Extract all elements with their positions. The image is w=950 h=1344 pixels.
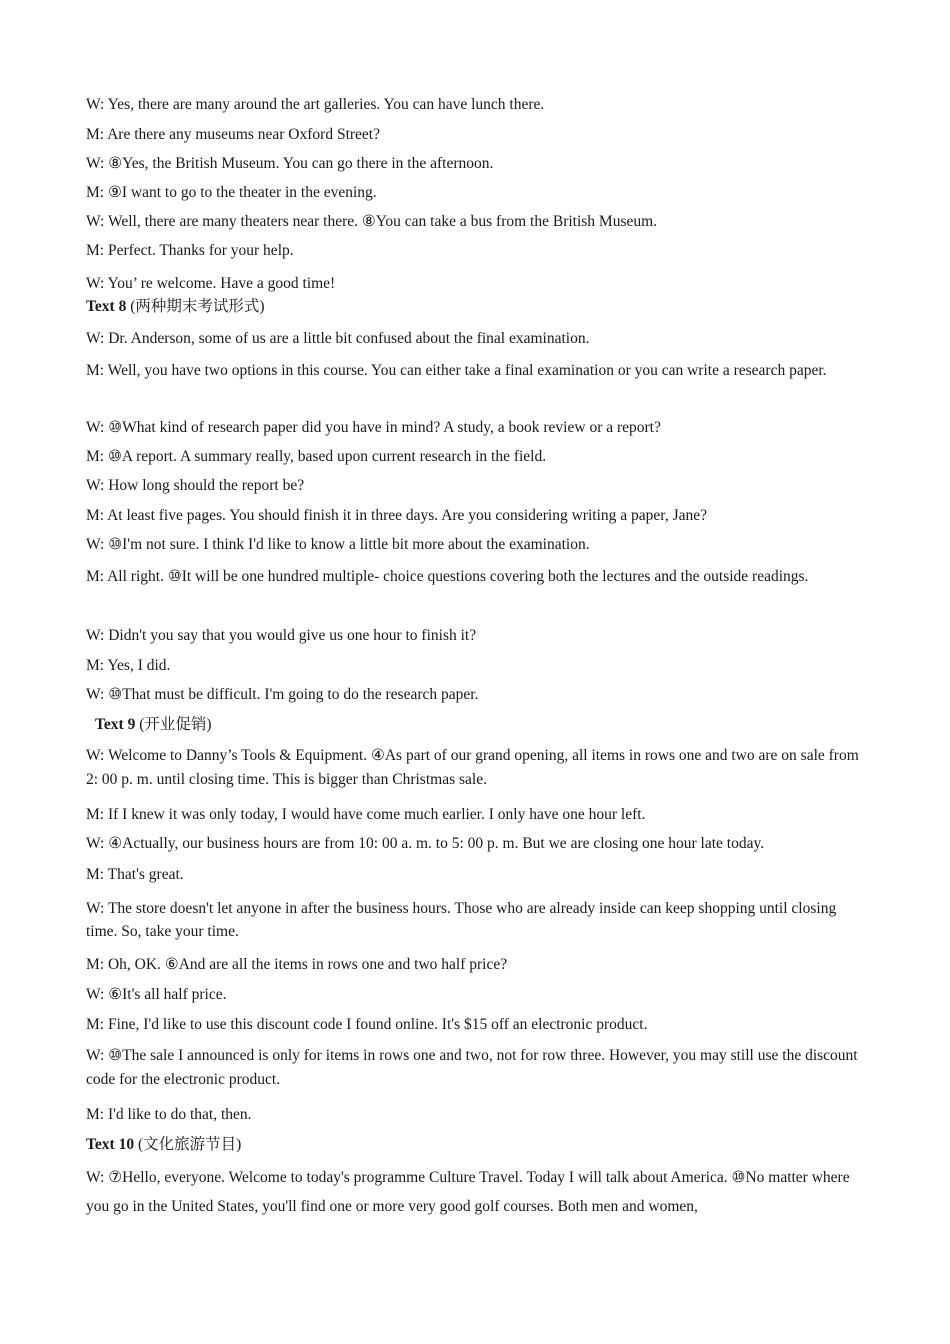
dialogue-line: W: The store doesn't let anyone in after the business hours. Those who are already inside can keep shopping until closing time. So, take your time. (86, 900, 837, 940)
dialogue-line: W: Welcome to Danny’s Tools & Equipment. ④As part of our grand opening, all items in rows one and two are on sale from 2: 00 p. m. until closing time. This is bigger than Christmas sale. (86, 747, 859, 788)
dialogue-line: M: All right. ⑩It will be one hundred multiple- choice questions covering both the lectures and the outside readings. (86, 568, 809, 585)
section-subtitle: (两种期末考试形式) (126, 298, 265, 315)
dialogue-line: W: ⑥It's all half price. (86, 986, 227, 1003)
dialogue-line: W: How long should the report be? (86, 477, 305, 494)
dialogue-line: M: ⑨I want to go to the theater in the evening. (86, 184, 377, 201)
section-subtitle: (开业促销) (135, 716, 212, 733)
dialogue-line: M: Yes, I did. (86, 657, 171, 674)
dialogue-line: W: ⑦Hello, everyone. Welcome to today's programme Culture Travel. Today I will talk about America. ⑩No matter where you go in the United States, you'll find one or more very good golf courses. Both men and women, (86, 1169, 850, 1215)
dialogue-line: W: ⑩I'm not sure. I think I'd like to know a little bit more about the examination. (86, 536, 590, 553)
dialogue-line: W: ⑩That must be difficult. I'm going to do the research paper. (86, 686, 479, 703)
section-subtitle: (文化旅游节目) (134, 1136, 242, 1153)
dialogue-line: W: Well, there are many theaters near there. ⑧You can take a bus from the British Museum. (86, 213, 658, 230)
dialogue-line: M: ⑩A report. A summary really, based upon current research in the field. (86, 448, 547, 465)
section-title: Text 10 (86, 1136, 135, 1153)
dialogue-line: M: Fine, I'd like to use this discount code I found online. It's $15 off an electronic product. (86, 1016, 648, 1033)
dialogue-line: M: That's great. (86, 866, 184, 883)
section-heading-text9 (95, 713, 875, 737)
dialogue-line: M: Perfect. Thanks for your help. (86, 242, 294, 259)
dialogue-line: W: ⑩The sale I announced is only for items in rows one and two, not for row three. However, you may still use the discount code for the electronic product. (86, 1047, 858, 1088)
dialogue-line: M: I'd like to do that, then. (86, 1106, 252, 1123)
dialogue-line: M: Are there any museums near Oxford Street? (86, 126, 380, 143)
section-heading-text8 (86, 295, 866, 319)
dialogue-line: W: Yes, there are many around the art galleries. You can have lunch there. (86, 96, 545, 113)
dialogue-line: W: ④Actually, our business hours are from 10: 00 a. m. to 5: 00 p. m. But we are closing one hour late today. (86, 835, 765, 852)
dialogue-line: M: If I knew it was only today, I would have come much earlier. I only have one hour left. (86, 806, 646, 823)
dialogue-line: W: ⑧Yes, the British Museum. You can go there in the afternoon. (86, 155, 494, 172)
dialogue-line: M: At least five pages. You should finish it in three days. Are you considering writing a paper, Jane? (86, 507, 707, 524)
dialogue-line: W: ⑩What kind of research paper did you have in mind? A study, a book review or a report? (86, 419, 661, 436)
dialogue-line: W: Didn't you say that you would give us one hour to finish it? (86, 627, 477, 644)
section-heading-text10 (86, 1133, 866, 1157)
dialogue-line: W: Dr. Anderson, some of us are a little bit confused about the final examination. (86, 330, 590, 347)
section-title: Text 9 (95, 716, 136, 733)
dialogue-line: M: Well, you have two options in this course. You can either take a final examination or you can write a research paper. (86, 362, 827, 379)
dialogue-line: W: You’ re welcome. Have a good time! (86, 275, 336, 292)
dialogue-line: M: Oh, OK. ⑥And are all the items in rows one and two half price? (86, 956, 508, 973)
section-title: Text 8 (86, 298, 127, 315)
